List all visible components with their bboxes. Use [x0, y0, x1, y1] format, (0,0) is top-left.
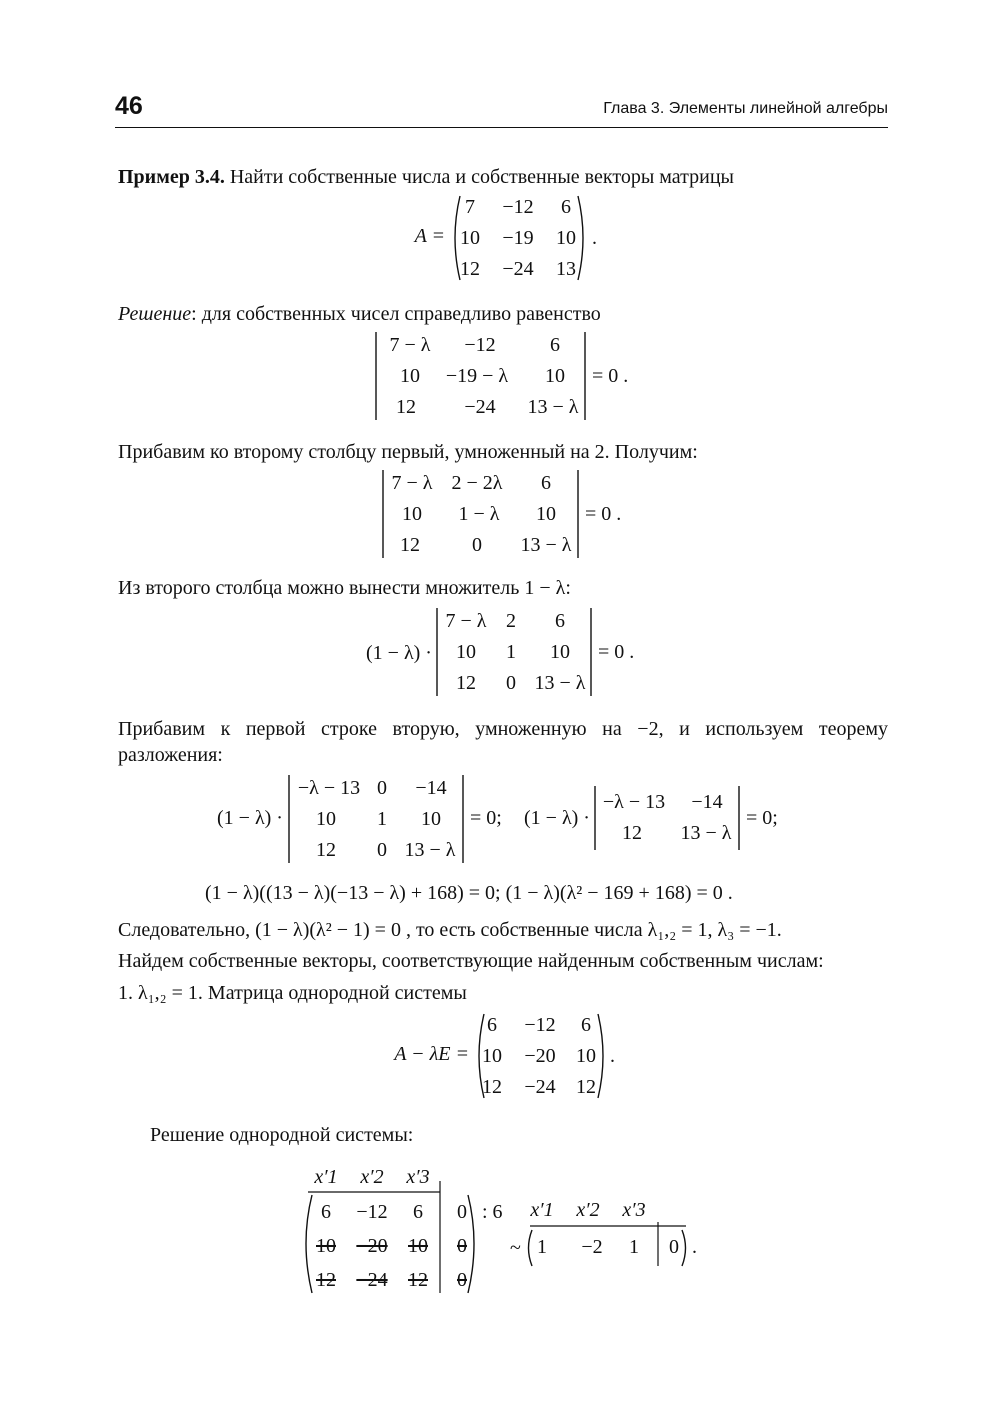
cell: 10 [421, 808, 441, 830]
det-bar-right [462, 775, 464, 863]
factor: (1 − λ) · [217, 807, 283, 829]
cell-struck: 0 [457, 1269, 467, 1291]
example-label: Пример 3.4. [118, 166, 225, 188]
page-number: 46 [115, 92, 143, 120]
solution-text: : для собственных чисел справедливо равенство [191, 303, 601, 325]
cell: 1 − λ [458, 503, 500, 525]
expansion-line: (1 − λ)((13 − λ)(−13 − λ) + 168) = 0; (1 − λ)(λ² − 169 + 168) = 0 . [205, 882, 733, 904]
header-x2: x′2 [576, 1199, 600, 1221]
cell: −12 [464, 334, 496, 356]
cell: 7 − λ [391, 472, 433, 494]
cell: 2 [506, 610, 516, 632]
cell-struck: 10 [316, 1235, 336, 1257]
factor: (1 − λ) · [366, 642, 432, 664]
det-bar-left [436, 608, 438, 696]
cell: 7 − λ [445, 610, 487, 632]
cell: −14 [691, 791, 723, 813]
cell: 13 − λ [534, 672, 586, 694]
cell: 0 [472, 534, 482, 556]
cell: 10 [482, 1045, 502, 1067]
cell: 10 [402, 503, 422, 525]
cell: −19 − λ [445, 365, 509, 387]
cell: 1 [629, 1236, 639, 1258]
cell: 10 [550, 641, 570, 663]
cell: 10 [316, 808, 336, 830]
equals-zero: = 0; [470, 807, 502, 829]
cell: −12 [502, 196, 534, 218]
cell: 13 − λ [527, 396, 579, 418]
cell: 6 [413, 1201, 423, 1223]
example-task: Найти собственные числа и собственные векторы матрицы [224, 166, 734, 188]
cell: 10 [460, 227, 480, 249]
example-statement [118, 164, 888, 190]
equals-zero: = 0 . [598, 641, 635, 663]
cell-struck: −20 [356, 1235, 388, 1257]
cell: 13 − λ [404, 839, 456, 861]
cell-struck: 0 [457, 1235, 467, 1257]
cell: 2 − 2λ [451, 472, 503, 494]
matrix-name: A − λE = [394, 1043, 469, 1065]
cell-struck: 12 [408, 1269, 428, 1291]
cell: −2 [581, 1236, 603, 1258]
det-bar-right [738, 786, 740, 850]
det-bar-right [584, 332, 586, 420]
homogeneous-text: Решение однородной системы: [150, 1124, 414, 1146]
cell-struck: 12 [316, 1269, 336, 1291]
vectors-text: Найдем собственные векторы, соответствующие найденным собственным числам: [118, 950, 824, 972]
equals-zero: = 0; [746, 807, 778, 829]
solution-intro [118, 301, 888, 327]
item-1: 1. λ₁,₂ = 1. Матрица однородной системы [118, 982, 467, 1004]
step3-text: Из второго столбца можно вынести множитель 1 − λ: [118, 577, 571, 599]
conclusion-text: Следовательно, (1 − λ)(λ² − 1) = 0 , то есть собственные числа λ₁,₂ = 1, λ₃ = −1. [118, 919, 782, 941]
cell: 6 [561, 196, 571, 218]
step2-text: Прибавим ко второму столбцу первый, умноженный на 2. Получим: [118, 441, 698, 463]
equals-zero: = 0 . [585, 503, 622, 525]
period: . [592, 227, 597, 249]
cell: 0 [457, 1201, 467, 1223]
det-bar-left [375, 332, 377, 420]
factor: (1 − λ) · [524, 807, 590, 829]
cell: −19 [502, 227, 534, 249]
cell: 10 [400, 365, 420, 387]
det-bar-left [382, 470, 384, 558]
cell: 0 [377, 777, 387, 799]
equals-zero: = 0 . [592, 365, 629, 387]
cell: 13 [556, 258, 576, 280]
cell: −λ − 13 [602, 791, 666, 813]
cell: −20 [524, 1045, 556, 1067]
cell-struck: 10 [408, 1235, 428, 1257]
cell: 10 [536, 503, 556, 525]
period: . [610, 1045, 615, 1067]
cell-struck: −24 [356, 1269, 388, 1291]
cell: −12 [356, 1201, 388, 1223]
right-paren [576, 194, 590, 282]
step4-text: Прибавим к первой строке вторую, умноженную на −2, и используем теорему разложения: [118, 718, 888, 766]
tilde: ~ [510, 1237, 521, 1259]
cell: 1 [377, 808, 387, 830]
cell: 0 [506, 672, 516, 694]
cell: 7 [465, 196, 475, 218]
chapter-title: Глава 3. Элементы линейной алгебры [603, 100, 888, 117]
cell: 6 [581, 1014, 591, 1036]
divide-by-six: : 6 [482, 1201, 503, 1223]
header-x3: x′3 [622, 1199, 646, 1221]
cell: 1 [537, 1236, 547, 1258]
det-bar-right [577, 470, 579, 558]
cell: 10 [456, 641, 476, 663]
cell: 10 [545, 365, 565, 387]
cell: 12 [400, 534, 420, 556]
cell: 6 [541, 472, 551, 494]
cell: 12 [456, 672, 476, 694]
cell: 6 [321, 1201, 331, 1223]
cell: 10 [576, 1045, 596, 1067]
cell: 7 − λ [389, 334, 431, 356]
header-x1: x′1 [530, 1199, 554, 1221]
cell: −24 [524, 1076, 556, 1098]
cell: −24 [502, 258, 534, 280]
cell: 6 [550, 334, 560, 356]
header-x3: x′3 [406, 1166, 430, 1188]
cell: −14 [415, 777, 447, 799]
cell: 12 [316, 839, 336, 861]
cell: 1 [506, 641, 516, 663]
det-bar-left [288, 775, 290, 863]
matrix-a-name: A = [414, 225, 445, 247]
cell: 12 [460, 258, 480, 280]
cell: −12 [524, 1014, 556, 1036]
cell: −λ − 13 [297, 777, 361, 799]
right-paren [596, 1012, 610, 1100]
cell: 0 [669, 1236, 679, 1258]
period: . [692, 1236, 697, 1258]
cell: 13 − λ [520, 534, 572, 556]
cell: 13 − λ [680, 822, 732, 844]
cell: 12 [482, 1076, 502, 1098]
det-bar-right [590, 608, 592, 696]
cell: 6 [487, 1014, 497, 1036]
header-rule [115, 127, 888, 128]
header-x2: x′2 [360, 1166, 384, 1188]
solution-label: Решение [118, 303, 192, 325]
cell: 6 [555, 610, 565, 632]
det-bar-left [594, 786, 596, 850]
cell: −24 [464, 396, 496, 418]
header-x1: x′1 [314, 1166, 338, 1188]
cell: 10 [556, 227, 576, 249]
cell: 0 [377, 839, 387, 861]
cell: 12 [622, 822, 642, 844]
cell: 12 [396, 396, 416, 418]
cell: 12 [576, 1076, 596, 1098]
